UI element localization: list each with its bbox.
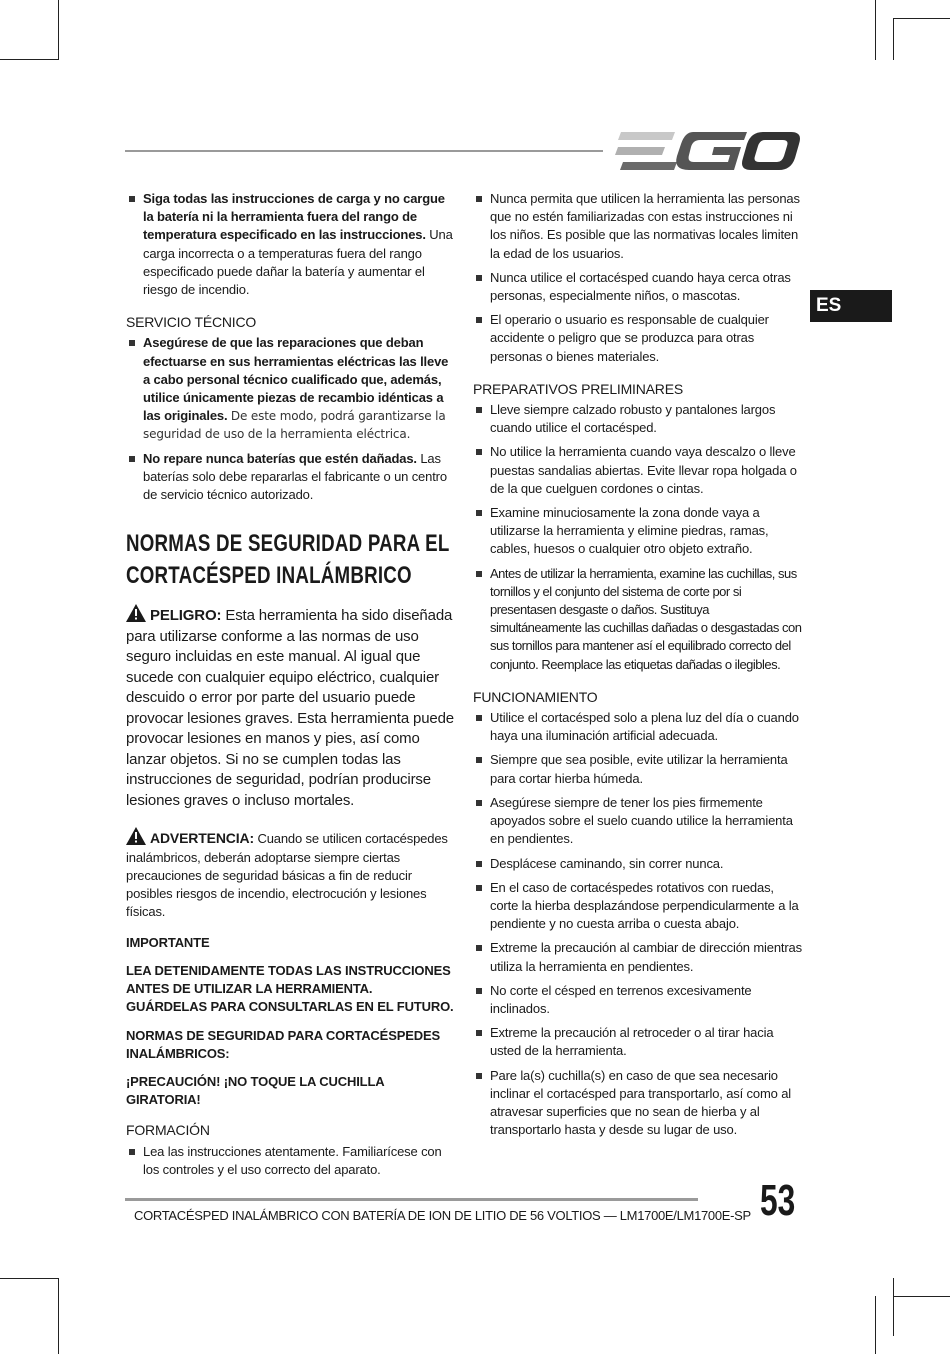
bullet-text: Desplácese caminando, sin correr nunca.: [490, 855, 724, 871]
section-title: [126, 528, 450, 592]
training-heading: FORMACIÓN: [126, 1122, 210, 1139]
section-title-line-1: NORMAS DE SEGURIDAD PARA EL: [126, 530, 450, 558]
list-item: [473, 1024, 803, 1060]
footer-rule: [125, 1198, 698, 1201]
warning-label: ADVERTENCIA:: [150, 830, 254, 847]
bullet-text: El operario o usuario es responsable de cualquier accidente o peligro que se produzca para otras personas o bienes materiales.: [490, 312, 769, 364]
bullet-text: Pare la(s) cuchilla(s) en caso de que sea necesario inclinar el cortacésped para transportarlo, así como al atravesar superficies que no sean de hierba y al transportarlo hasta y desde su lugar de uso.: [490, 1067, 792, 1138]
crop-mark: [893, 18, 894, 60]
crop-mark: [875, 0, 876, 60]
bullet-bold-text: Asegúrese de que las reparaciones que deban efectuarse en sus herramientas eléctricas las lleve a cabo personal técnico cualificado que, además, utilice únicamente piezas de recambio idénticas a las originales.: [143, 335, 449, 424]
bullet-text: Antes de utilizar la herramienta, examine las cuchillas, sus tornillos y el conjunto del sistema de corte por si presentasen desgaste o daños. Sustituya simultáneamente las cuchillas dañadas o desgastadas con sus tornillos para mantener así el equilibrado correcto del conjunto. Reemplace las etiquetas dañadas o ilegibles.: [490, 565, 802, 672]
bullet-text: Asegúrese siempre de tener los pies firmemente apoyados sobre el suelo cuando utilice la herramienta en pendientes.: [490, 794, 793, 847]
bullet-text: Las baterías solo debe repararlas el fabricante o un centro de servicio técnico autorizado.: [143, 450, 447, 503]
crop-mark: [0, 1278, 58, 1279]
left-column: [126, 190, 454, 1185]
important-label: IMPORTANTE: [126, 934, 210, 950]
list-item: [473, 311, 803, 366]
list-item: [473, 794, 803, 849]
preparation-heading: PREPARATIVOS PRELIMINARES: [473, 380, 683, 397]
top-list: [473, 190, 803, 366]
list-item: [126, 450, 454, 505]
warning-triangle-icon: [126, 604, 146, 622]
danger-notice: [126, 604, 454, 811]
read-instructions-notice: LEA DETENIDAMENTE TODAS LAS INSTRUCCIONES ANTES DE UTILIZAR LA HERRAMIENTA. GUÁRDELAS PARA CONSULTARLAS EN EL FUTURO.: [126, 962, 454, 1015]
list-item: [473, 709, 803, 745]
section-title-line-2: CORTACÉSPED INALÁMBRICO: [126, 562, 412, 590]
list-item: [473, 939, 803, 975]
bullet-text: No corte el césped en terrenos excesivamente inclinados.: [490, 982, 752, 1016]
bullet-text: Examine minuciosamente la zona donde vaya a utilizarse la herramienta y elimine piedras, ramas, cables, huesos o cualquier otro objeto extraño.: [490, 505, 769, 557]
operation-list: [473, 709, 803, 1139]
list-item: [473, 879, 803, 934]
bullet-text: Extreme la precaución al retroceder o al tirar hacia usted de la herramienta.: [490, 1025, 774, 1059]
bullet-text: No utilice la herramienta cuando vaya descalzo o lleve puestas sandalias abiertas. Evite llevar ropa holgada o de la que cuelguen cordones o cintas.: [490, 444, 797, 496]
operation-heading: FUNCIONAMIENTO: [473, 688, 598, 705]
preparation-list: [473, 401, 803, 674]
danger-label: PELIGRO:: [150, 607, 222, 625]
language-tab: ES: [810, 290, 892, 322]
bullet-text: Extreme la precaución al cambiar de dirección mientras utiliza la herramienta en pendientes.: [490, 940, 802, 974]
list-item: [473, 190, 803, 263]
list-item: [473, 751, 803, 787]
crop-mark: [0, 59, 58, 60]
bullet-text: En el caso de cortacéspedes rotativos con ruedas, corte la hierba desplazándose perpendicularmente a la pendiente y no cuesta arriba o cuesta abajo.: [490, 879, 799, 932]
bullet-bold-text: No repare nunca baterías que estén dañadas.: [143, 450, 417, 466]
bullet-text: Utilice el cortacésped solo a plena luz del día o cuando haya una iluminación artificial adecuada.: [490, 710, 799, 744]
bullet-text: Siempre que sea posible, evite utilizar la herramienta para cortar hierba húmeda.: [490, 752, 788, 786]
bullet-text: De este modo, podrá garantizarse la seguridad de uso de la herramienta eléctrica.: [143, 409, 446, 442]
warning-text: Cuando se utilicen cortacéspedes inalámbricos, deberán adoptarse siempre ciertas precauciones de seguridad básicas a fin de reducir posibles riesgos de incendio, electrocución y lesiones físicas.: [126, 831, 448, 920]
bullet-bold-text: Siga todas las instrucciones de carga y no cargue la batería ni la herramienta fuera del rango de temperatura especificado en las instrucciones.: [143, 191, 445, 243]
service-heading: SERVICIO TÉCNICO: [126, 314, 257, 331]
list-item: [473, 982, 803, 1018]
bullet-text: Lea las instrucciones atentamente. Familiarícese con los controles y el uso correcto del aparato.: [143, 1143, 442, 1177]
right-column: [473, 190, 803, 1145]
crop-mark: [875, 1296, 876, 1354]
list-item: [473, 401, 803, 437]
crop-mark: [893, 1296, 950, 1297]
warning-notice: [126, 827, 454, 921]
crop-mark: [893, 1278, 894, 1336]
footer-text: CORTACÉSPED INALÁMBRICO CON BATERÍA DE ION DE LITIO DE 56 VOLTIOS — LM1700E/LM1700E-SP: [134, 1208, 751, 1223]
warning-triangle-icon: [126, 827, 146, 845]
ego-logo: [615, 130, 800, 172]
page-number: 53: [760, 1176, 796, 1225]
list-item: [473, 855, 803, 873]
training-list: [126, 1143, 454, 1179]
list-item: [473, 504, 803, 559]
bullet-text: Nunca permita que utilicen la herramienta las personas que no estén familiarizadas con estas instrucciones ni los niños. Es posible que las normativas locales limiten la edad de los usuarios.: [490, 191, 800, 261]
list-item: [473, 565, 803, 674]
list-item: [473, 1067, 803, 1140]
header-rule: [125, 150, 603, 152]
intro-list: [126, 190, 454, 299]
list-item: [126, 1143, 454, 1179]
bullet-text: Nunca utilice el cortacésped cuando haya cerca otras personas, especialmente niños, o mascotas.: [490, 269, 791, 304]
crop-mark: [58, 1278, 59, 1354]
list-item: [473, 269, 803, 305]
rules-heading: NORMAS DE SEGURIDAD PARA CORTACÉSPEDES INALÁMBRICOS:: [126, 1027, 441, 1061]
list-item: [126, 334, 454, 443]
crop-mark: [58, 0, 59, 60]
bullet-text: Una carga incorrecta o a temperaturas fuera del rango especificado puede dañar la batería y aumentar el riesgo de incendio.: [143, 227, 453, 298]
caution-notice: ¡PRECAUCIÓN! ¡NO TOQUE LA CUCHILLA GIRATORIA!: [126, 1073, 385, 1108]
list-item: [126, 190, 454, 299]
bullet-text: Lleve siempre calzado robusto y pantalones largos cuando utilice el cortacésped.: [490, 402, 776, 436]
danger-text: Esta herramienta ha sido diseñada para utilizarse conforme a las normas de uso seguro incluidas en este manual. Al igual que sucede con cualquier equipo eléctrico, cualquier descuido o error por parte del usuario puede provocar lesiones graves. Esta herramienta puede provocar lesiones en manos y pies, así como lanzar objetos. Si no se cumplen todas las instrucciones de seguridad, podrían producirse lesiones graves o incluso mortales.: [126, 607, 454, 809]
service-list: [126, 334, 454, 504]
crop-mark: [893, 18, 950, 19]
list-item: [473, 443, 803, 498]
